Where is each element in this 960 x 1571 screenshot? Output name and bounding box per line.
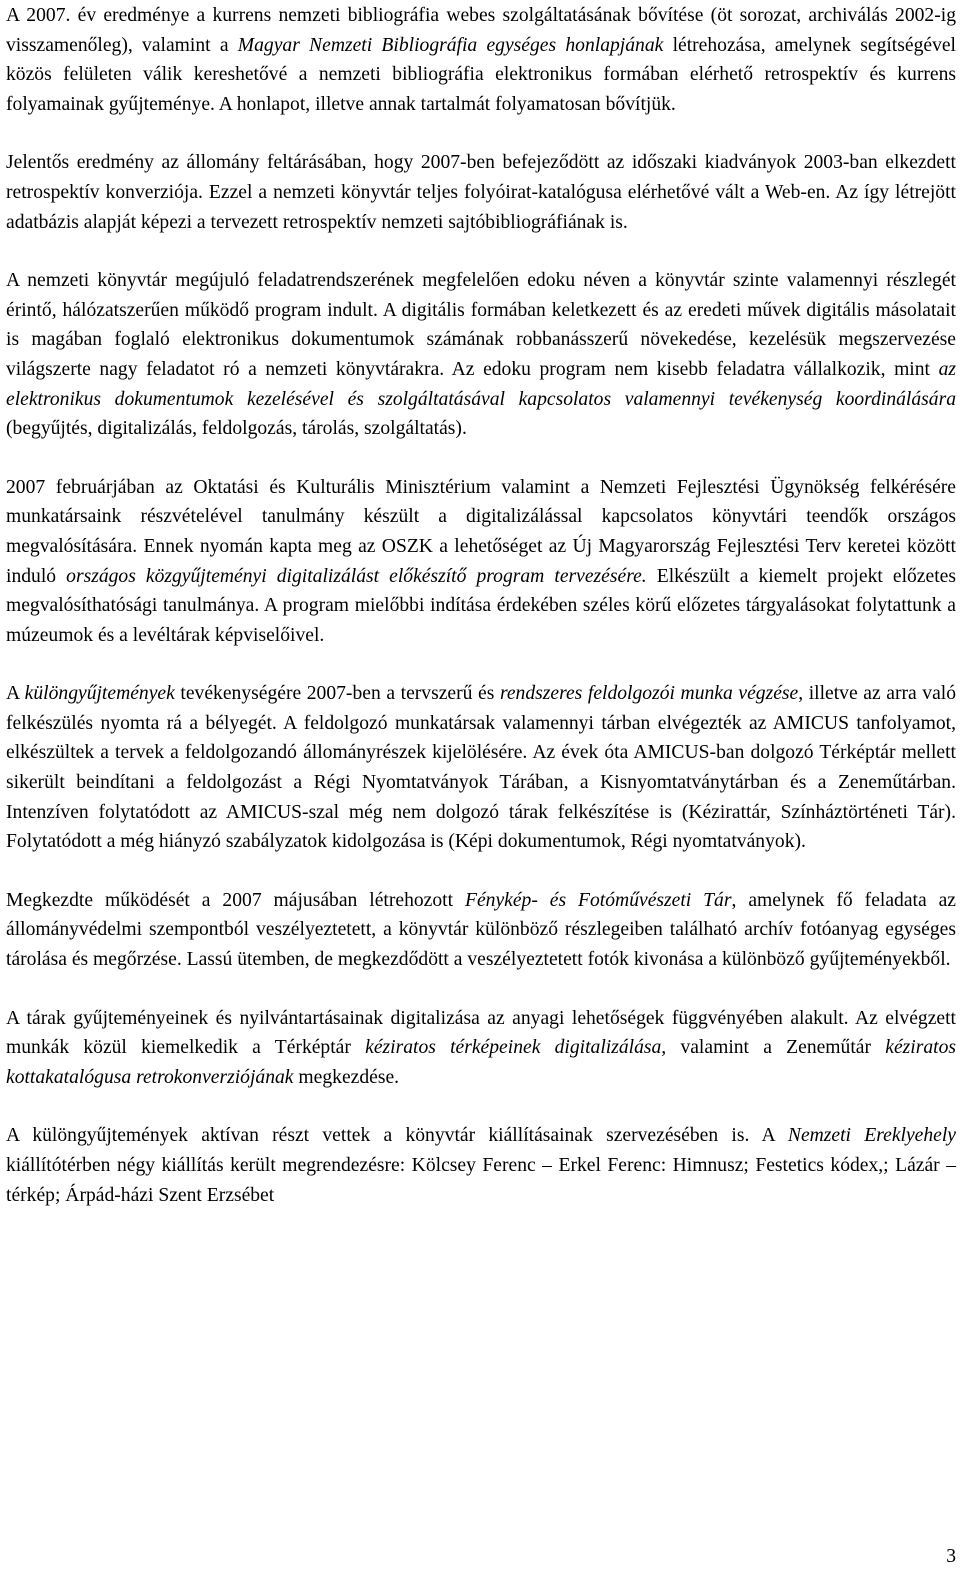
paragraph xyxy=(6,473,956,651)
italic-text: rendszeres feldolgozói munka végzése xyxy=(499,683,799,705)
paragraph xyxy=(6,886,956,975)
body-text: megkezdése. xyxy=(293,1066,400,1088)
body-text: Elkészült a kiemelt projekt előzetes megvalósíthatósági tanulmánya. A program mielőbbi indítása érdekében széles körű előzetes tárgyalásokat folytattunk a múzeumok és a levéltárak képviselőivel. xyxy=(6,565,956,646)
italic-text: Fénykép- és Fotóművészeti Tár xyxy=(464,889,732,911)
body-text: Megkezdte működését a 2007 májusában létrehozott xyxy=(6,889,465,911)
body-text: 2007 februárjában az Oktatási és Kulturális Minisztérium valamint a Nemzeti Fejlesztési Ügynökség felkérésére munkatársaink részvételével tanulmány készült a digitalizálással kapcsolatos könyvtári teendők országos megvalósítására. Ennek nyomán kapta meg az OSZK a lehetőséget az Új Magyarország Fejlesztési Terv keretei között induló xyxy=(6,476,956,587)
paragraph xyxy=(6,679,956,857)
italic-text: különgyűjtemények xyxy=(24,683,175,705)
paragraph xyxy=(6,266,956,444)
body-text: (begyűjtés, digitalizálás, feldolgozás, tárolás, szolgáltatás). xyxy=(6,418,467,440)
paragraph xyxy=(6,1,956,119)
italic-text: kéziratos kottakatalógusa retrokonverziójának xyxy=(6,1037,956,1088)
body-text: A nemzeti könyvtár megújuló feladatrendszerének megfelelően edoku néven a könyvtár szinte valamennyi részlegét érintő, hálózatszerűen működő program indult. A digitális formában keletkezett és az eredeti művek digitális másolatait is magában foglaló elektronikus dokumentumok számának robbanásszerű növekedése, kezelésük megszervezése világszerte nagy feladatot ró a nemzeti könyvtárakra. Az edoku program nem kisebb feladatra vállalkozik, mint xyxy=(6,270,956,380)
body-text: A különgyűjtemények aktívan részt vettek a könyvtár kiállításainak szervezésében is. A xyxy=(6,1125,788,1147)
body-text: tevékenységére 2007-ben a tervszerű és xyxy=(174,683,500,705)
body-text: valamint a Zeneműtár xyxy=(666,1037,886,1059)
italic-text: kéziratos térképeinek digitalizálása, xyxy=(365,1037,667,1059)
page-number: 3 xyxy=(946,1546,956,1567)
italic-text: Nemzeti Ereklyehely xyxy=(787,1125,956,1147)
body-text: , illetve az arra való felkészülés nyomta rá a bélyegét. A feldolgozó munkatársak valamennyi tárban elvégezték az AMICUS tanfolyamot, elkészültek a tervek a feldolgozandó állományrészek kijelölésére. Az évek óta AMICUS-ban dolgozó Térképtár mellett sikerült beindítani a feldolgozást a Régi Nyomtatványok Tárában, a Kisnyomtatványtárban és a Zeneműtárban. Intenzíven folytatódott az AMICUS-szal még nem dolgozó tárak felkészítése is (Kézirattár, Színháztörténeti Tár). Folytatódott a még hiányzó szabályzatok kidolgozása is (Képi dokumentumok, Régi nyomtatványok). xyxy=(6,683,957,853)
paragraph xyxy=(6,1004,956,1093)
body-text: , amelynek fő feladata az állományvédelmi szempontból veszélyeztetett, a könyvtár különböző részlegeiben található archív fotóanyag egységes tárolása és megőrzése. Lassú ütemben, de megkezdődött a veszélyeztetett fotók kivonása a különböző gyűjteményekből. xyxy=(6,889,956,971)
italic-text: Magyar Nemzeti Bibliográfia egységes honlapjának xyxy=(237,34,664,56)
body-text: A tárak gyűjteményeinek és nyilvántartásainak digitalizása az anyagi lehetőségek függvényében alakult. Az elvégzett munkák közül kiemelkedik a Térképtár xyxy=(6,1007,956,1059)
paragraph xyxy=(6,148,956,237)
body-text: kiállítótérben négy kiállítás került megrendezésre: Kölcsey Ferenc – Erkel Ferenc: Himnusz; Festetics kódex,; Lázár – térkép; Árpád-házi Szent Erzsébet xyxy=(6,1155,956,1206)
document-page xyxy=(6,0,956,1239)
body-text: Jelentős eredmény az állomány feltárásában, hogy 2007-ben befejeződött az időszaki kiadványok 2003-ban elkezdett retrospektív konverziója. Ezzel a nemzeti könyvtár teljes folyóirat-katalógusa elérhetővé vált a Web-en. Az így létrejött adatbázis alapját képezi a tervezett retrospektív nemzeti sajtóbibliográfiának is. xyxy=(6,152,956,233)
body-text: létrehozása, amelynek segítségével közös felületen válik kereshetővé a nemzeti bibliográfia elektronikus formában elérhető retrospektív és kurrens folyamainak gyűjteménye. A honlapot, illetve annak tartalmát folyamatosan bővítjük. xyxy=(6,34,957,115)
italic-text: országos közgyűjteményi digitalizálást előkészítő program tervezésére. xyxy=(66,565,647,587)
italic-text: az elektronikus dokumentumok kezelésével és szolgáltatásával kapcsolatos valamennyi tevékenység koordinálására xyxy=(6,358,956,410)
body-text: A xyxy=(6,683,25,705)
body-text: A 2007. év eredménye a kurrens nemzeti bibliográfia webes szolgáltatásának bővítése (öt sorozat, archiválás 2002-ig visszamenőleg), valamint a xyxy=(6,5,956,56)
paragraph xyxy=(6,1121,956,1210)
